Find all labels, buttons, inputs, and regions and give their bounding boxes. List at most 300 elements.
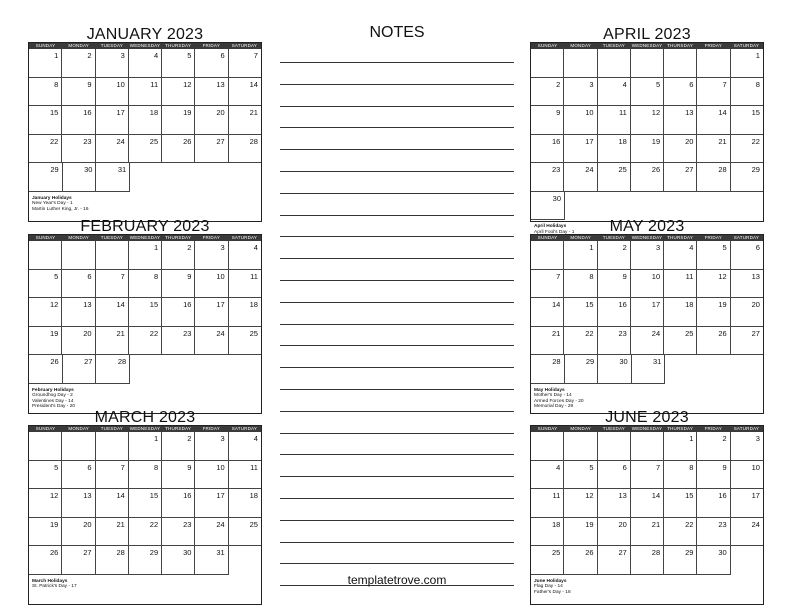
day-cell (162, 489, 195, 518)
day-cell (697, 489, 730, 518)
note-line (280, 324, 514, 325)
day-cell (731, 49, 763, 78)
note-line (280, 106, 514, 107)
day-cell (229, 78, 261, 107)
day-number: 22 (751, 136, 760, 146)
day-number: 26 (585, 548, 594, 557)
day-number: 22 (149, 328, 159, 338)
day-number: 16 (183, 300, 192, 309)
day-number: 23 (83, 136, 92, 146)
day-cell (531, 461, 564, 490)
day-cell (129, 135, 162, 164)
day-cell (129, 270, 162, 299)
holiday-item: St. Patrick's Day - 17 (32, 584, 77, 590)
day-cell (195, 270, 228, 299)
week-row (531, 192, 763, 221)
day-cell (531, 192, 565, 221)
day-number: 21 (718, 136, 727, 146)
weekday-label: TUESDAY (602, 235, 626, 240)
day-cell (96, 135, 129, 164)
day-cell (62, 546, 95, 575)
day-number: 4 (253, 243, 258, 252)
day-number: 21 (249, 108, 258, 117)
day-cell (731, 78, 763, 107)
day-number: 10 (751, 462, 760, 472)
week-row (531, 489, 763, 518)
day-number: 17 (216, 300, 225, 309)
day-cell (731, 270, 763, 299)
day-cell (96, 298, 129, 327)
day-cell (29, 78, 62, 107)
empty-cell (730, 355, 763, 384)
day-number: 4 (556, 462, 561, 472)
day-number: 9 (87, 79, 92, 89)
day-number: 30 (183, 548, 192, 557)
blank-day-cell (96, 432, 129, 461)
day-cell (229, 135, 261, 164)
day-cell (631, 518, 664, 547)
weekday-label: THURSDAY (165, 235, 192, 240)
day-number: 12 (651, 108, 661, 117)
day-number: 8 (153, 462, 159, 472)
empty-cell (163, 355, 196, 384)
empty-cell (163, 163, 196, 192)
day-cell (162, 327, 195, 356)
day-number: 29 (149, 548, 159, 557)
week-row (531, 355, 763, 384)
day-cell (229, 270, 261, 299)
day-cell (29, 270, 62, 299)
weekday-label: SUNDAY (35, 43, 56, 48)
weekday-label: WEDNESDAY (129, 426, 161, 431)
day-cell (531, 518, 564, 547)
day-cell (598, 489, 631, 518)
day-number: 11 (619, 108, 627, 117)
day-number: 5 (722, 243, 727, 252)
day-number: 25 (249, 519, 258, 529)
holidays-box (531, 576, 574, 596)
day-cell (531, 355, 565, 384)
day-cell (531, 546, 564, 575)
day-number: 11 (150, 79, 159, 89)
day-cell (531, 327, 564, 356)
week-row (29, 163, 261, 192)
note-line (280, 149, 514, 150)
day-number: 28 (651, 548, 661, 557)
day-cell (598, 78, 631, 107)
day-cell (229, 241, 261, 270)
day-number: 26 (50, 357, 59, 366)
day-cell (697, 106, 730, 135)
month-title: MAY 2023 (609, 218, 685, 235)
holidays-title: January Holidays (32, 195, 72, 201)
day-cell (664, 298, 697, 327)
day-number: 1 (589, 243, 594, 252)
week-row (531, 270, 763, 299)
day-cell (62, 270, 95, 299)
week-row (531, 518, 763, 547)
week-row (29, 241, 261, 270)
day-cell (96, 489, 129, 518)
blank-day-cell (531, 432, 564, 461)
calendar-grid-frame (530, 425, 764, 605)
day-cell (531, 106, 564, 135)
day-cell (598, 241, 631, 270)
day-number: 1 (54, 51, 59, 60)
day-number: 13 (751, 271, 760, 281)
day-number: 22 (149, 519, 159, 529)
day-number: 2 (556, 79, 561, 89)
day-cell (62, 106, 95, 135)
day-number: 23 (183, 519, 192, 529)
day-cell (598, 518, 631, 547)
day-number: 4 (689, 243, 694, 252)
day-number: 23 (551, 165, 561, 174)
calendar-may (530, 218, 764, 414)
day-number: 7 (655, 462, 661, 472)
blank-day-cell (564, 49, 597, 78)
day-cell (162, 518, 195, 547)
week-row (29, 270, 261, 299)
day-cell (162, 135, 195, 164)
week-row (29, 327, 261, 356)
day-cell (162, 270, 195, 299)
day-number: 24 (116, 136, 125, 146)
day-cell (96, 355, 130, 384)
week-row (531, 49, 763, 78)
week-row (531, 241, 763, 270)
calendar-grid-frame (28, 42, 262, 222)
note-line (280, 215, 514, 216)
day-number: 19 (718, 300, 727, 309)
day-number: 31 (117, 165, 127, 174)
blank-day-cell (564, 432, 597, 461)
holiday-item: Armed Forces Day - 20 (534, 398, 584, 404)
day-cell (631, 489, 664, 518)
week-row (29, 298, 261, 327)
day-cell (664, 432, 697, 461)
day-cell (129, 432, 162, 461)
day-cell (631, 106, 664, 135)
week-row (531, 432, 763, 461)
empty-cell (196, 355, 229, 384)
day-cell (62, 518, 95, 547)
holiday-item: Valentines Day - 14 (32, 398, 74, 404)
week-row (29, 106, 261, 135)
blank-day-cell (531, 241, 564, 270)
blank-day-cell (631, 432, 664, 461)
day-cell (62, 78, 95, 107)
calendar-grid-frame (28, 234, 262, 414)
blank-day-cell (531, 49, 564, 78)
day-cell (531, 135, 564, 164)
day-cell (664, 163, 697, 192)
day-cell (162, 461, 195, 490)
day-number: 25 (551, 548, 561, 557)
day-number: 27 (751, 328, 760, 338)
day-number: 10 (116, 79, 125, 89)
day-grid (531, 49, 763, 220)
day-cell (731, 489, 763, 518)
day-number: 5 (54, 462, 59, 472)
day-number: 3 (755, 434, 760, 443)
calendar-march (28, 409, 262, 605)
day-number: 16 (718, 491, 727, 500)
day-number: 15 (49, 108, 59, 117)
day-number: 16 (183, 491, 192, 500)
day-cell (129, 49, 162, 78)
day-number: 5 (54, 271, 59, 281)
day-cell (62, 489, 95, 518)
day-number: 14 (116, 491, 125, 500)
day-cell (697, 298, 730, 327)
day-number: 5 (655, 79, 661, 89)
day-cell (129, 489, 162, 518)
day-cell (564, 298, 597, 327)
day-number: 1 (153, 434, 159, 443)
month-title: FEBRUARY 2023 (80, 218, 210, 235)
day-number: 2 (622, 243, 627, 252)
day-number: 10 (216, 271, 225, 281)
day-number: 10 (585, 108, 594, 117)
empty-cell (565, 192, 598, 221)
day-cell (564, 327, 597, 356)
day-cell (564, 241, 597, 270)
day-cell (731, 135, 763, 164)
holiday-item: Mother's Day - 14 (534, 393, 572, 399)
month-title: JUNE 2023 (605, 409, 689, 426)
day-cell (62, 298, 95, 327)
day-cell (129, 327, 162, 356)
day-number: 12 (585, 491, 594, 500)
day-cell (29, 546, 62, 575)
day-cell (531, 489, 564, 518)
note-line (280, 62, 514, 63)
day-cell (96, 270, 129, 299)
day-cell (195, 518, 228, 547)
day-number: 24 (216, 328, 225, 338)
day-number: 8 (153, 271, 159, 281)
day-number: 13 (685, 108, 694, 117)
day-cell (697, 327, 730, 356)
day-number: 22 (685, 519, 694, 529)
day-number: 21 (116, 328, 125, 338)
note-line (280, 127, 514, 128)
day-number: 9 (187, 462, 192, 472)
day-cell (29, 135, 62, 164)
day-number: 6 (220, 51, 225, 60)
day-number: 21 (651, 519, 661, 529)
calendar-february (28, 218, 262, 414)
day-cell (631, 546, 664, 575)
day-number: 30 (619, 357, 628, 366)
day-number: 3 (220, 434, 225, 443)
day-number: 2 (187, 243, 192, 252)
day-number: 29 (50, 165, 59, 174)
empty-cell (228, 163, 261, 192)
blank-day-cell (29, 432, 62, 461)
weekday-label: FRIDAY (202, 426, 220, 431)
day-cell (129, 546, 162, 575)
day-number: 25 (149, 136, 159, 146)
holiday-item: Flag Day - 14 (534, 584, 563, 590)
day-cell (664, 489, 697, 518)
day-number: 28 (249, 136, 258, 146)
day-number: 26 (651, 165, 661, 174)
holidays-box (29, 193, 92, 213)
day-number: 15 (585, 300, 594, 309)
day-number: 20 (618, 519, 627, 529)
note-line (280, 280, 514, 281)
holidays-title: February Holidays (32, 387, 74, 393)
day-number: 28 (552, 357, 561, 366)
day-number: 26 (718, 328, 727, 338)
day-number: 13 (618, 491, 627, 500)
week-row (531, 327, 763, 356)
day-cell (229, 106, 261, 135)
day-cell (96, 78, 129, 107)
day-number: 7 (722, 79, 727, 89)
empty-cell (598, 192, 631, 221)
day-number: 3 (589, 79, 594, 89)
day-cell (598, 355, 632, 384)
weekday-label: SATURDAY (733, 426, 760, 431)
day-cell (129, 241, 162, 270)
day-number: 10 (651, 271, 661, 281)
day-cell (631, 327, 664, 356)
day-cell (731, 163, 763, 192)
day-number: 17 (116, 108, 125, 117)
day-cell (531, 78, 564, 107)
day-cell (631, 163, 664, 192)
day-cell (564, 163, 597, 192)
day-cell (29, 355, 63, 384)
holidays-title: March Holidays (32, 578, 68, 584)
day-number: 2 (722, 434, 727, 443)
day-cell (162, 78, 195, 107)
weekday-label: MONDAY (570, 43, 592, 48)
empty-cell (229, 546, 261, 575)
day-number: 13 (83, 300, 92, 309)
note-line (280, 258, 514, 259)
day-cell (598, 163, 631, 192)
day-cell (697, 135, 730, 164)
day-cell (195, 135, 228, 164)
day-number: 29 (685, 548, 694, 557)
day-number: 1 (153, 243, 159, 252)
day-cell (731, 432, 763, 461)
day-cell (631, 270, 664, 299)
day-cell (598, 546, 631, 575)
calendar-grid-frame (28, 425, 262, 605)
day-number: 23 (618, 328, 627, 338)
note-line (280, 389, 514, 390)
day-number: 11 (552, 491, 561, 500)
day-number: 17 (751, 491, 760, 500)
day-cell (96, 327, 129, 356)
day-number: 9 (556, 108, 561, 117)
day-number: 11 (685, 271, 694, 281)
day-cell (96, 461, 129, 490)
blank-day-cell (96, 241, 129, 270)
holidays-title: June Holidays (534, 578, 567, 584)
note-line (280, 476, 514, 477)
day-number: 6 (87, 271, 92, 281)
weekday-label: TUESDAY (602, 426, 626, 431)
day-number: 19 (49, 328, 59, 338)
empty-cell (731, 546, 763, 575)
day-cell (162, 241, 195, 270)
day-cell (697, 270, 730, 299)
day-cell (631, 78, 664, 107)
blank-day-cell (631, 49, 664, 78)
day-cell (195, 489, 228, 518)
calendar-january (28, 26, 262, 222)
day-number: 17 (585, 136, 594, 146)
day-cell (565, 355, 599, 384)
day-cell (731, 106, 763, 135)
day-grid (29, 49, 261, 192)
day-number: 18 (685, 300, 694, 309)
day-cell (664, 327, 697, 356)
day-number: 18 (249, 300, 258, 309)
day-cell (195, 461, 228, 490)
note-line (280, 563, 514, 564)
day-cell (531, 298, 564, 327)
day-number: 28 (117, 357, 127, 366)
day-number: 13 (83, 491, 92, 500)
day-cell (598, 106, 631, 135)
day-number: 6 (87, 462, 92, 472)
weekday-label: WEDNESDAY (631, 426, 663, 431)
week-row (531, 78, 763, 107)
day-number: 4 (253, 434, 258, 443)
day-number: 20 (83, 328, 92, 338)
day-cell (697, 432, 730, 461)
day-number: 26 (49, 548, 59, 557)
blank-day-cell (697, 49, 730, 78)
day-cell (731, 327, 763, 356)
day-cell (29, 461, 62, 490)
day-cell (564, 518, 597, 547)
day-number: 18 (249, 491, 258, 500)
weekday-label: MONDAY (68, 43, 90, 48)
blank-day-cell (29, 241, 62, 270)
holiday-item: April Fool's Day - 1 (534, 229, 575, 235)
day-grid (531, 241, 763, 384)
day-cell (664, 461, 697, 490)
empty-cell (130, 163, 163, 192)
day-number: 11 (250, 462, 258, 472)
day-number: 4 (622, 79, 627, 89)
note-line (280, 302, 514, 303)
day-cell (229, 298, 261, 327)
day-number: 9 (722, 462, 727, 472)
day-cell (531, 270, 564, 299)
day-number: 6 (622, 462, 627, 472)
day-cell (96, 546, 129, 575)
weekday-label: FRIDAY (704, 235, 722, 240)
day-number: 18 (551, 519, 561, 529)
day-number: 30 (552, 193, 561, 203)
day-cell (229, 327, 261, 356)
day-cell (564, 135, 597, 164)
day-number: 15 (751, 108, 760, 117)
day-cell (195, 49, 228, 78)
weekday-label: THURSDAY (165, 426, 192, 431)
weekday-label: TUESDAY (602, 43, 626, 48)
day-cell (697, 241, 730, 270)
